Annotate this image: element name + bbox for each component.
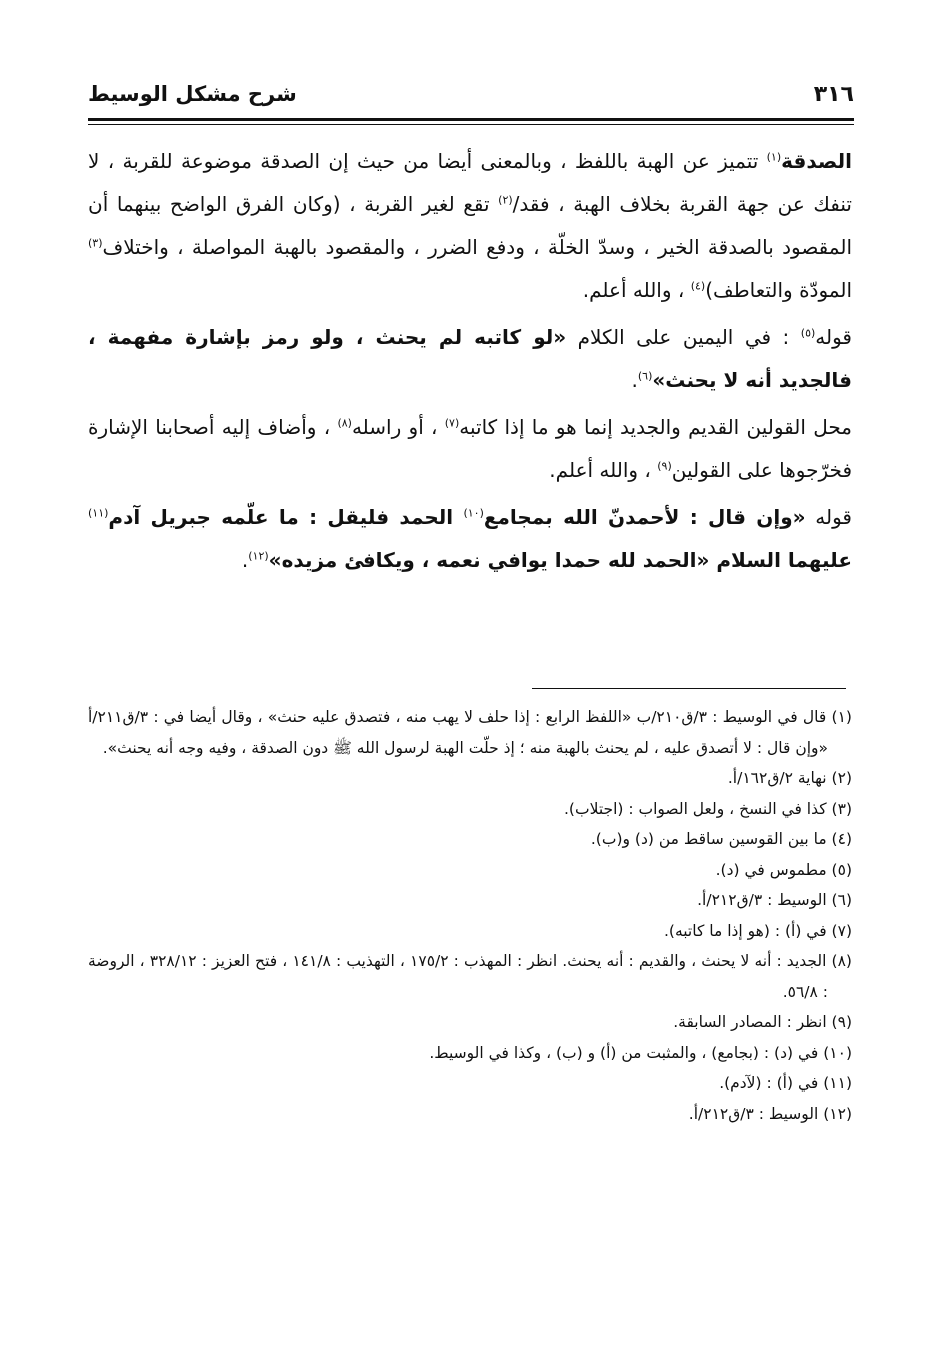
footnote: (٨) الجديد : أنه لا يحنث ، والقديم : أنه يحنث. انظر : المهذب : ١٧٥/٢ ، التهذيب : ١٤١/٨ ، فتح العزيز : ٣٢٨/١٢ ، الروضة : ٥٦/٨. bbox=[88, 952, 852, 1001]
footnote: (٩) انظر : المصادر السابقة. bbox=[673, 1013, 852, 1031]
text-run: تقع لغير القربة ، (وكان الفرق الواضح بينهما أن المقصود بالصدقة الخير ، وسدّ الخلّة ، ودفع الضرر ، والمقصود بالهبة المواصلة ، واختلاف bbox=[88, 192, 852, 259]
footnote-marker: (٧) bbox=[444, 416, 460, 430]
footnote-marker: (٢) bbox=[498, 193, 513, 207]
text-run: المودّة والتعاطف) bbox=[705, 278, 852, 302]
text-run: ، والله أعلم. bbox=[582, 278, 691, 302]
footnote: (١٠) في (د) : (بجامع) ، والمثبت من (أ) و (ب) ، وكذا في الوسيط. bbox=[429, 1043, 852, 1062]
footnote: (١٢) الوسيط : ٣/ق٢١٢/أ. bbox=[688, 1104, 852, 1123]
paragraph bbox=[88, 316, 852, 402]
footnote-marker: (٨) bbox=[337, 416, 352, 430]
footnote-marker: (١١) bbox=[88, 506, 109, 520]
bold-text-run: الصدقة bbox=[781, 149, 852, 173]
bold-text-run: «وإن قال : لأحمدنّ الله بمجامع bbox=[483, 505, 806, 529]
footnote: (١) قال في الوسيط : ٣/ق٢١٠/ب «اللفظ الرابع : إذا حلف لا يهب منه ، فتصدق عليه حنث» ، وقال أيضا في : ٣/ق٢١١/أ «وإن قال : لا أتصدق عليه ، لم يحنث بالهبة منه ؛ إذ حلّت الهبة لرسول الله ﷺ دون الصدقة ، وفيه وجه أنه يحنث». bbox=[88, 708, 852, 757]
bold-text-run: «لو كاتبه لم يحنث ، ولو رمز بإشارة مفهمة ، فالجديد أنه لا يحنث» bbox=[88, 325, 852, 392]
header-rule-thick bbox=[88, 118, 854, 121]
footnote-separator bbox=[532, 688, 846, 689]
footnote: (٦) الوسيط : ٣/ق٢١٢/أ. bbox=[697, 891, 852, 909]
footnote: (٧) في (أ) : (هو إذا ما كاتبه). bbox=[663, 921, 852, 940]
footnote: (٤) ما بين القوسين ساقط من (د) و(ب). bbox=[590, 830, 852, 848]
text-run: ، والله أعلم. bbox=[549, 458, 658, 482]
text-run: ، أو راسله bbox=[351, 415, 445, 439]
main-text bbox=[88, 140, 852, 586]
footnote-marker: (٣) bbox=[88, 236, 103, 250]
footnote: (١١) في (أ) : (لآدم). bbox=[719, 1074, 852, 1092]
paragraph bbox=[88, 406, 852, 492]
footnotes-list bbox=[88, 702, 852, 1129]
paragraph bbox=[88, 140, 852, 312]
footnote-marker: (٤) bbox=[690, 279, 706, 293]
text-run: . bbox=[241, 548, 249, 572]
footnote-marker: (٦) bbox=[637, 369, 653, 383]
footnote: (٥) مطموس في (د). bbox=[715, 860, 852, 879]
text-run: قوله bbox=[815, 325, 852, 349]
footnote: (٢) نهاية ٢/ق١٦٢/أ. bbox=[727, 769, 852, 787]
text-run: محل القولين القديم والجديد إنما هو ما إذا كاتبه bbox=[459, 415, 852, 439]
header-rule-thin bbox=[88, 124, 854, 125]
footnote: (٣) كذا في النسخ ، ولعل الصواب : (اجتلاب). bbox=[564, 799, 852, 818]
footnote-marker: (١٢) bbox=[248, 549, 269, 563]
text-run: ، وأضاف إليه أصحابنا الإشارة فخرّجوها على القولين bbox=[88, 415, 852, 482]
page-header bbox=[88, 82, 854, 120]
footnote-marker: (١) bbox=[766, 150, 782, 164]
bold-text-run: عليهما السلام «الحمد لله حمدا يوافي نعمه ، ويكافئ مزيده» bbox=[268, 548, 852, 572]
text-run: : في اليمين على الكلام bbox=[566, 325, 801, 349]
footnote-marker: (٥) bbox=[800, 326, 816, 340]
footnote-marker: (١٠) bbox=[463, 506, 484, 520]
bold-text-run: الحمد فليقل : ما علّمه جبريل آدم bbox=[108, 505, 464, 529]
running-title: شرح مشكل الوسيط bbox=[88, 82, 297, 106]
text-run: . bbox=[631, 368, 638, 392]
text-run: تتميز عن الهبة باللفظ ، وبالمعنى أيضا من حيث إن الصدقة موضوعة للقربة ، لا تنفك عن جهة القربة بخلاف الهبة ، فقد/ bbox=[88, 149, 852, 216]
paragraph bbox=[88, 496, 852, 582]
page-number: ٣١٦ bbox=[813, 82, 854, 107]
footnote-marker: (٩) bbox=[657, 459, 672, 473]
text-run: قوله bbox=[805, 505, 852, 529]
